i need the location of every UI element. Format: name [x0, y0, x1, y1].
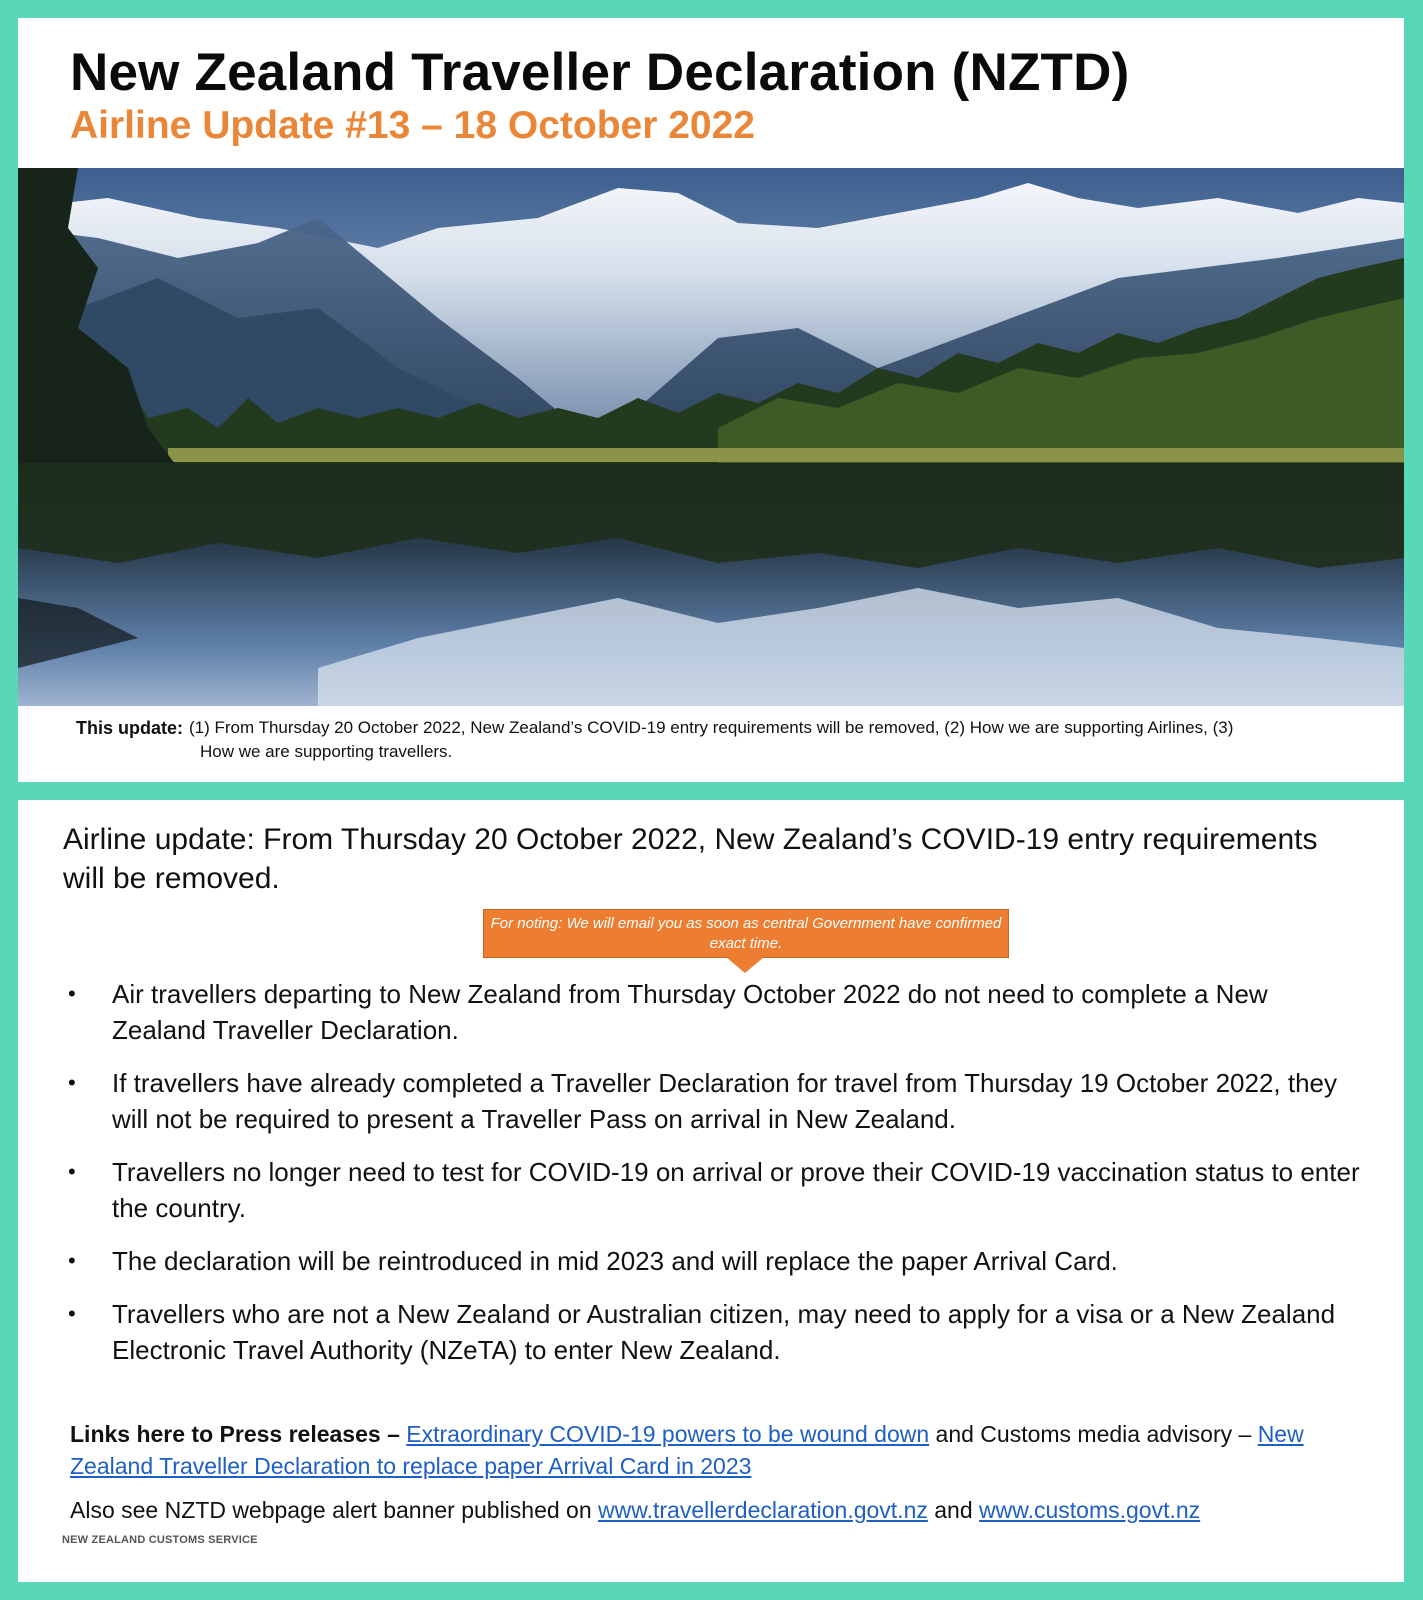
press-links-middle: and Customs media advisory –	[929, 1421, 1258, 1447]
media-advisory-link-nztd[interactable]: New Zealand Traveller Declaration to replace paper Arrival Card in 2023	[70, 1421, 1304, 1479]
press-release-links	[70, 1418, 1370, 1482]
also-prefix: Also see NZTD webpage alert banner published on	[70, 1497, 599, 1523]
also-middle: and	[927, 1497, 980, 1523]
bullet-item	[66, 1296, 1366, 1368]
bullet-icon: •	[68, 1070, 76, 1095]
customs-link[interactable]: www.customs.govt.nz	[979, 1497, 1201, 1523]
bullet-icon: •	[68, 1248, 76, 1273]
bullet-icon: •	[68, 1159, 76, 1184]
bullet-text: Air travellers departing to New Zealand from Thursday October 2022 do not need to complete a New Zealand Traveller Declaration.	[112, 979, 1268, 1045]
this-update-text-line2: How we are supporting travellers.	[200, 742, 453, 761]
mountain-lake-illustration	[18, 168, 1404, 706]
page-subtitle: Airline Update #13 – 18 October 2022	[70, 104, 755, 147]
bullet-text: If travellers have already completed a Traveller Declaration for travel from Thursday 19 October 2022, they will not be required to present a Traveller Pass on arrival in New Zealand.	[112, 1068, 1337, 1134]
bullet-icon: •	[68, 981, 76, 1006]
press-release-link-covid-powers[interactable]: Extraordinary COVID-19 powers to be wound down	[406, 1421, 930, 1447]
this-update-text-line1: (1) From Thursday 20 October 2022, New Zealand’s COVID-19 entry requirements will be removed, (2) How we are supporting Airlines, (3)	[189, 718, 1234, 737]
top-panel	[18, 18, 1404, 782]
hero-landscape-image	[18, 168, 1404, 706]
bullet-text: Travellers who are not a New Zealand or Australian citizen, may need to apply for a visa or a New Zealand Electronic Travel Authority (NZeTA) to enter New Zealand.	[112, 1299, 1336, 1365]
footer-org-name: NEW ZEALAND CUSTOMS SERVICE	[62, 1534, 258, 1546]
noting-callout: For noting: We will email you as soon as central Government have confirmed exact time.	[483, 909, 1009, 958]
callout-arrow-icon	[726, 957, 764, 973]
bullet-item	[66, 1243, 1366, 1279]
bottom-panel	[18, 800, 1404, 1582]
also-see-line	[70, 1494, 1370, 1526]
bullet-list	[66, 976, 1366, 1385]
bullet-text: Travellers no longer need to test for COVID-19 on arrival or prove their COVID-19 vaccination status to enter the country.	[112, 1157, 1360, 1223]
this-update-summary	[76, 716, 1376, 764]
bullet-item	[66, 976, 1366, 1048]
this-update-label: This update:	[76, 718, 183, 738]
page-title: New Zealand Traveller Declaration (NZTD)	[70, 43, 1130, 102]
bullet-item	[66, 1154, 1366, 1226]
travellerdeclaration-link[interactable]: www.travellerdeclaration.govt.nz	[598, 1497, 928, 1523]
bullet-icon: •	[68, 1301, 76, 1326]
bullet-item	[66, 1065, 1366, 1137]
bullet-text: The declaration will be reintroduced in mid 2023 and will replace the paper Arrival Card.	[112, 1246, 1118, 1276]
update-heading: Airline update: From Thursday 20 October 2022, New Zealand’s COVID-19 entry requirements will be removed.	[63, 823, 1318, 895]
press-links-prefix: Links here to Press releases –	[70, 1421, 407, 1447]
